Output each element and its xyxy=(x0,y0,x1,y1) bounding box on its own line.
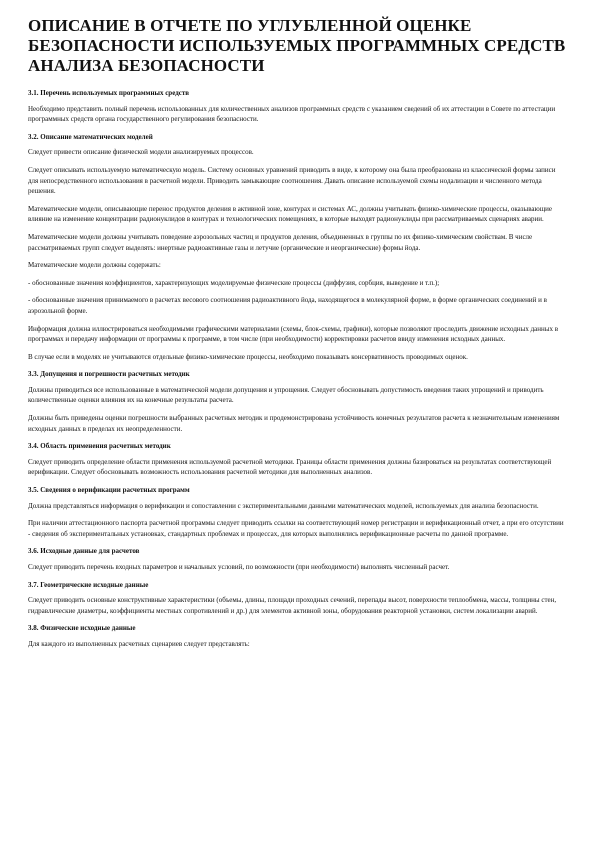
paragraph: Должна представляться информация о верификации и сопоставлении с экспериментальными данными математических моделей, используемых для анализа безопасности. xyxy=(28,501,539,510)
paragraph: Следует приводить основные конструктивные характеристики (объемы, длины, площади проходных сечений, перепады высот, поверхности теплообмена, массы, толщины стен, гидравлические диаметры, коэффициенты местных сопротивлений и др.) для элементов активной зоны, оборудования реакторной установки, систем локализации аварий. xyxy=(28,596,557,615)
paragraph: В случае если в моделях не учитываются отдельные физико-химические процессы, необходимо показывать консервативность проводимых оценок. xyxy=(28,352,468,361)
paragraph: Должны приводиться все использованные в математической модели допущения и упрощения. Следует обосновывать допустимость введения таких упрощений и приводить количественные оценки влияния их на конечные результаты расчета. xyxy=(28,385,544,405)
paragraph: При наличии аттестационного паспорта расчетной программы следует приводить ссылки на соответствующий номер регистрации и верификационный отчет, а при его отсутствии - сведения об экспериментальных установках, стандартных проблемах и процессах, для которых выполнялись верификационные расчеты по данной программе. xyxy=(28,519,564,538)
section-heading: 3.4. Область применения расчетных методик xyxy=(28,442,171,451)
section-heading: 3.2. Описание математических моделей xyxy=(28,132,153,141)
paragraph: Следует описывать используемую математическую модель. Систему основных уравнений приводить в виде, к которому она была преобразована из классической формы записи для непосредственного использования в расчетной модели. Приводить замыкающие соотношения. Давать описание используемой схемы нодализации и численного метода решения. xyxy=(28,165,556,196)
list-item: - обоснованные значения коэффициентов, характеризующих моделируемые физические процессы (диффузия, сорбция, выведение и т.п.); xyxy=(28,278,440,287)
page-title: ОПИСАНИЕ В ОТЧЕТЕ ПО УГЛУБЛЕННОЙ ОЦЕНКЕ БЕЗОПАСНОСТИ ИСПОЛЬЗУЕМЫХ ПРОГРАММНЫХ СРЕДСТВ АНАЛИЗА БЕЗОПАСНОСТИ xyxy=(28,16,566,75)
section-heading: 3.1. Перечень используемых программных средств xyxy=(28,89,190,97)
paragraph: Следует привести описание физической модели анализируемых процессов. xyxy=(28,148,254,157)
document-body xyxy=(28,88,567,650)
paragraph: Математические модели должны учитывать поведение аэрозольных частиц и продуктов деления, объединенных в группы по их физико-химическим свойствам. В числе рассматриваемых групп следует выделять: инертные радиоактивные газы и летучие (органические и неорганические) формы йода. xyxy=(28,232,533,252)
paragraph: Математические модели, описывающие перенос продуктов деления в активной зоне, контурах и системах АС, должны учитывать физико-химические процессы, оказывающие влияние на изменение концентрации радионуклидов в контурах и технологических помещениях, в которые выходят радионуклиды при рассматриваемых сценариях аварии. xyxy=(28,204,553,224)
section-heading: 3.6. Исходные данные для расчетов xyxy=(28,547,140,556)
paragraph: Следует приводить определение области применения используемой расчетной методики. Границы области применения должны базироваться на результатах соответствующей верификации. Следует обосновывать возможность использования расчетной методики для выполненных анализов. xyxy=(28,457,552,477)
section-heading: 3.8. Физические исходные данные xyxy=(28,624,136,633)
section-heading: 3.5. Сведения о верификации расчетных программ xyxy=(28,486,190,495)
list-item: - обоснованные значения принимаемого в расчетах весового соотношения радиоактивного йода, находящегося в молекулярной форме, в форме органических соединений и в аэрозольной форме. xyxy=(28,296,547,315)
paragraph: Необходимо представить полный перечень использованных для количественных анализов программных средств с указанием сведений об их аттестации в Совете по аттестации программных средств органа государственного регулирования безопасности. xyxy=(28,104,556,124)
section-heading: 3.7. Геометрические исходные данные xyxy=(28,580,149,589)
paragraph: Математические модели должны содержать: xyxy=(28,261,161,270)
paragraph: Следует приводить перечень входных параметров и начальных условий, по возможности (при необходимости) выполнять численный расчет. xyxy=(28,563,450,571)
paragraph: Информация должна иллюстрироваться необходимыми графическими материалами (схемы, блок-схемы, графики), которые позволяют проследить движение исходных данных в программах и передачу информации от программы к программе, в том числе (при необходимости) корректировки расчетов ввиду изменения исходных данных. xyxy=(28,324,558,344)
paragraph: Должны быть приведены оценки погрешности выбранных расчетных методик и продемонстрирована устойчивость конечных результатов расчета к незначительным изменениям исходных данных в пределах их неопределенности. xyxy=(28,414,560,433)
section-heading: 3.3. Допущения и погрешности расчетных методик xyxy=(28,370,190,379)
paragraph: Для каждого из выполненных расчетных сценариев следует представлять: xyxy=(28,639,250,648)
